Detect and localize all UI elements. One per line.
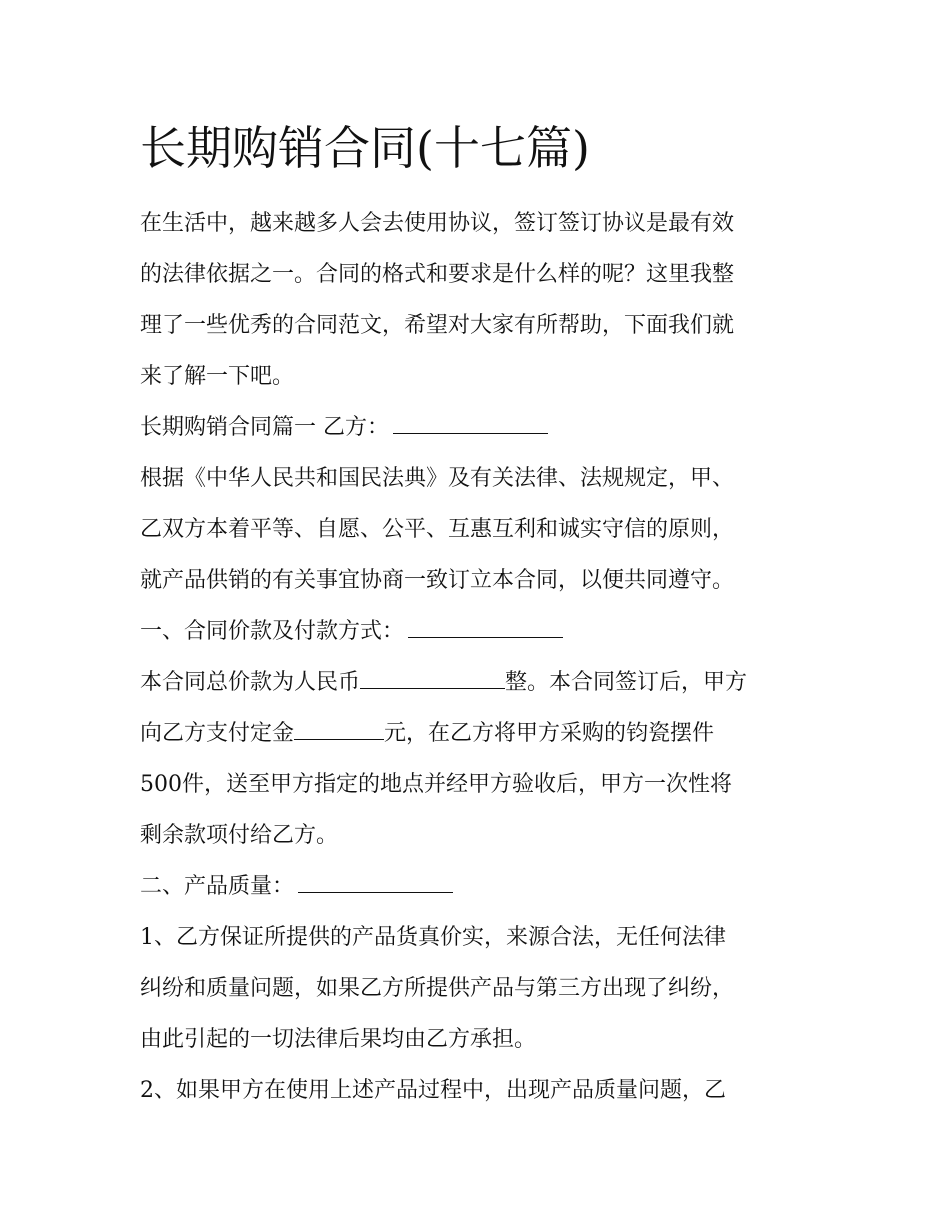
text-line [140,606,820,657]
text-line [140,351,820,402]
text-line [140,1065,820,1116]
fill-in-blank [294,719,384,740]
fill-in-blank [298,872,453,893]
line-text: 1、乙方保证所提供的产品货真价实，来源合法，无任何法律 [140,925,726,950]
line-text: 就产品供销的有关事宜协商一致订立本合同，以便共同遵守。 [140,568,735,593]
text-line [140,555,820,606]
text-line [140,300,820,351]
text-line [140,963,820,1014]
line-text: 根据《中华人民共和国民法典》及有关法律、法规规定，甲、 [140,466,735,491]
line-text: 理了一些优秀的合同范文，希望对大家有所帮助，下面我们就 [140,313,735,338]
document-title: 长期购销合同(十七篇) [140,121,590,175]
line-text: 500件，送至甲方指定的地点并经甲方验收后，甲方一次性将 [140,772,732,797]
line-text: 由此引起的一切法律后果均由乙方承担。 [140,1027,537,1052]
line-text: 来了解一下吧。 [140,364,295,389]
text-line [140,759,820,810]
line-text: 本合同总价款为人民币 [140,670,361,695]
text-line [140,912,820,963]
text-line [140,810,820,861]
line-text: 剩余款项付给乙方。 [140,823,339,848]
document-body [140,198,820,1116]
line-text: 长期购销合同篇一 乙方： [140,415,389,440]
text-line [140,249,820,300]
fill-in-blank [360,668,505,689]
text-line [140,453,820,504]
line-text: 纠纷和质量问题，如果乙方所提供产品与第三方出现了纠纷， [140,976,735,1001]
line-text: 二、产品质量： [140,874,295,899]
fill-in-blank [408,617,563,638]
line-text-continued: 元，在乙方将甲方采购的钧瓷摆件 [384,721,715,746]
line-text: 一、合同价款及付款方式： [140,619,405,644]
line-text: 向乙方支付定金 [140,721,295,746]
line-text: 乙双方本着平等、自愿、公平、互惠互利和诚实守信的原则， [140,517,735,542]
fill-in-blank [393,413,548,434]
text-line [140,198,820,249]
text-line [140,657,820,708]
text-line [140,504,820,555]
line-text: 在生活中，越来越多人会去使用协议，签订签订协议是最有效 [140,211,735,236]
line-text: 的法律依据之一。合同的格式和要求是什么样的呢？这里我整 [140,262,735,287]
text-line [140,708,820,759]
line-text-continued: 整。本合同签订后，甲方 [505,670,748,695]
line-text: 2、如果甲方在使用上述产品过程中，出现产品质量问题，乙 [140,1078,726,1103]
text-line [140,402,820,453]
text-line [140,861,820,912]
document-content [140,118,820,1116]
text-line [140,1014,820,1065]
